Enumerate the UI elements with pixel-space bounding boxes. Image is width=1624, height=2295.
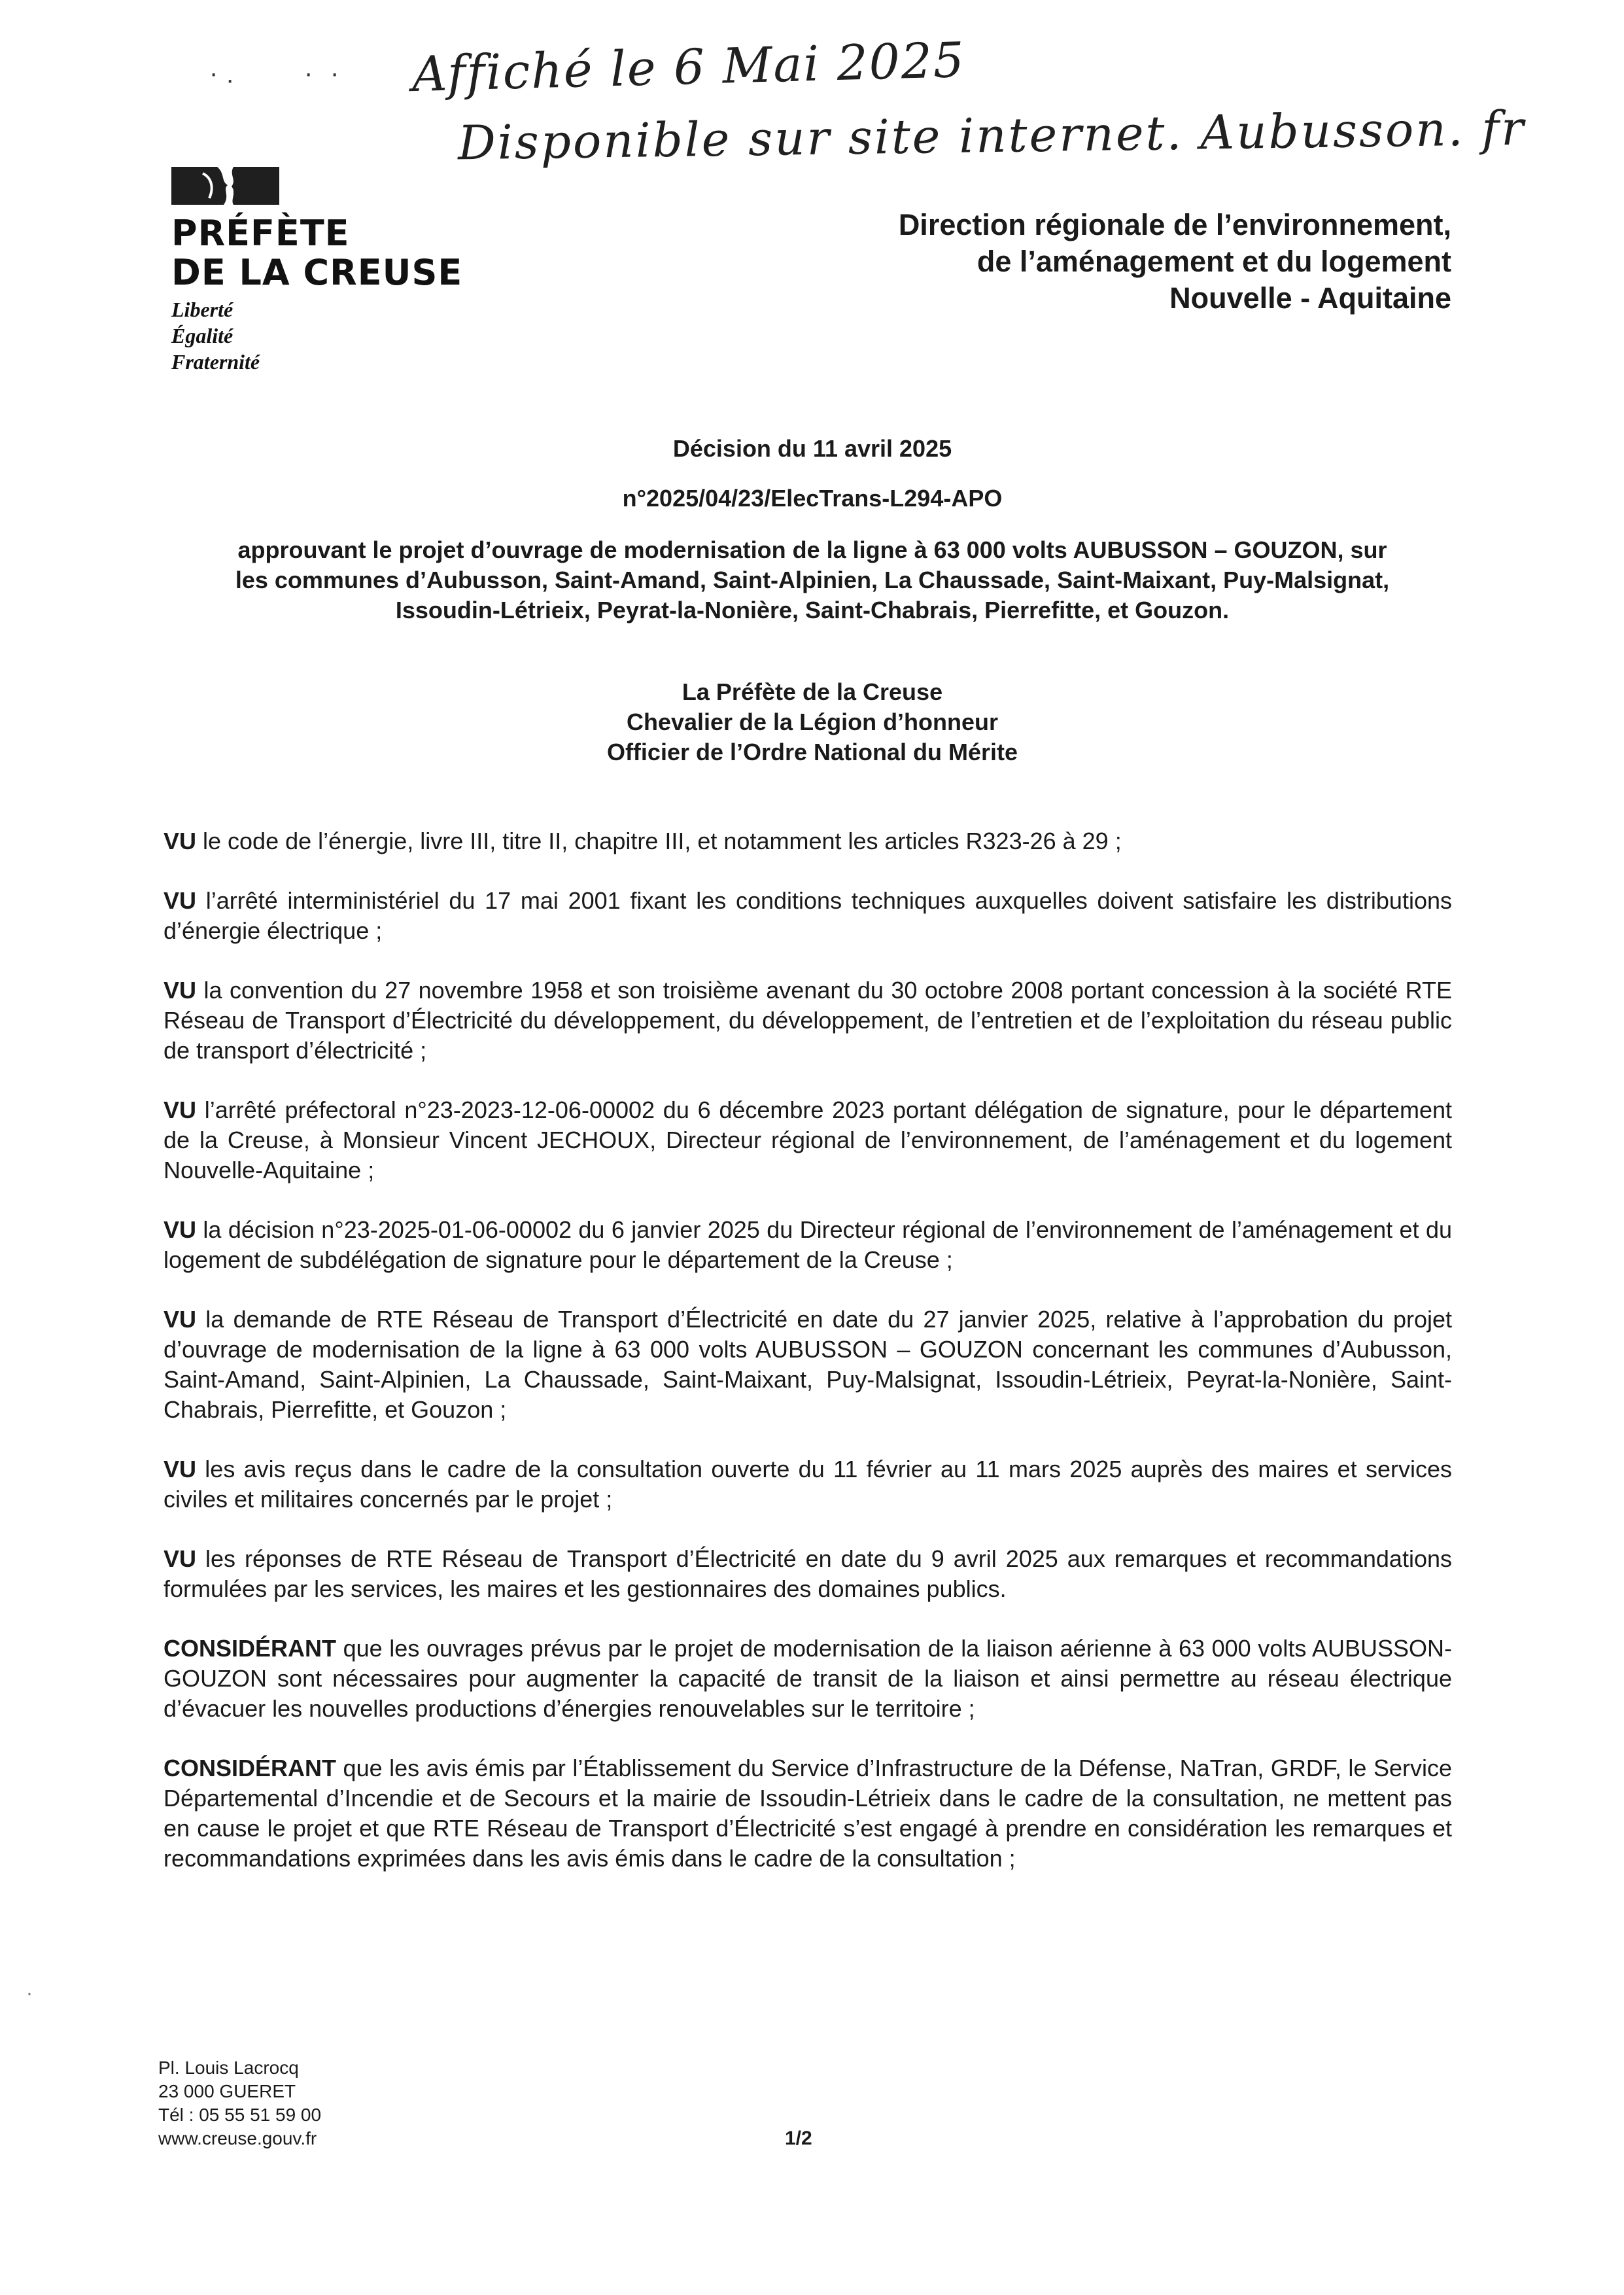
considering-text: que les avis émis par l’Établissement du Service d’Infrastructure de la Défense, NaTran, GRDF, le Service Départemental d’Incendie et de Secours et la mairie de Issoudin-Létrieix dans le cadre de la consultation, ne mettent pas en cause le projet et que RTE Réseau de Transport d’Électricité s’est engagé à prendre en considération les remarques et recommandations exprimées dans les avis émis dans le cadre de la consultation ; [164, 1755, 1452, 1872]
recital-keyword: VU [164, 887, 197, 914]
page-number: 1/2 [785, 2128, 812, 2149]
recital-paragraph [164, 1305, 1452, 1425]
scan-speck: · [226, 65, 235, 94]
recital-keyword: VU [164, 1216, 197, 1243]
motto-liberte: Liberté [171, 298, 233, 321]
recital-text: le code de l’énergie, livre III, titre II, chapitre III, et notamment les articles R323-26 à 29 ; [196, 828, 1122, 854]
authority-distinction: Officier de l’Ordre National du Mérite [606, 739, 1018, 765]
marianne-logo [171, 167, 279, 205]
recital-keyword: VU [164, 977, 197, 1004]
recital-keyword: VU [164, 1456, 197, 1482]
recital-keyword: VU [164, 828, 197, 854]
decision-object-line: les communes d’Aubusson, Saint-Amand, Saint-Alpinien, La Chaussade, Saint-Maixant, Puy-Malsignat, [235, 567, 1390, 593]
recital-paragraph [164, 886, 1452, 946]
scan-speck: · [26, 1982, 33, 2004]
recital-text: l’arrêté interministériel du 17 mai 2001 fixant les conditions techniques auxquelles doivent satisfaire les distributions d’énergie électrique ; [164, 887, 1452, 944]
motto-egalite: Égalité [171, 324, 233, 347]
prefecture-name-line2: DE LA CREUSE [171, 252, 463, 293]
footer-address [158, 2056, 321, 2150]
recital-text: la convention du 27 novembre 1958 et son troisième avenant du 30 octobre 2008 portant concession à la société RTE Réseau de Transport d’Électricité du développement, du développement, de l’entretien et de l’exploitation du réseau public de transport d’électricité ; [164, 977, 1452, 1064]
decision-body [164, 826, 1452, 1903]
authority-distinction: Chevalier de la Légion d’honneur [626, 709, 999, 735]
recital-paragraph [164, 1454, 1452, 1515]
footer-city: 23 000 GUERET [158, 2081, 296, 2101]
direction-line: Direction régionale de l’environnement, [898, 208, 1451, 241]
recital-text: les avis reçus dans le cadre de la consultation ouverte du 11 février au 11 mars 2025 auprès des maires et services civiles et militaires concernés par le projet ; [164, 1456, 1452, 1513]
recital-paragraph [164, 1095, 1452, 1185]
footer-phone: Tél : 05 55 51 59 00 [158, 2105, 322, 2125]
recital-paragraph [164, 975, 1452, 1066]
prefecture-block [171, 214, 462, 375]
authority-title: La Préfète de la Creuse [682, 678, 943, 705]
direction-line: Nouvelle - Aquitaine [1169, 281, 1451, 315]
considering-keyword: CONSIDÉRANT [164, 1755, 337, 1781]
footer-street: Pl. Louis Lacrocq [158, 2058, 299, 2078]
republic-motto [171, 296, 462, 375]
considering-paragraph [164, 1753, 1452, 1874]
recital-text: la demande de RTE Réseau de Transport d’Électricité en date du 27 janvier 2025, relative à l’approbation du projet d’ouvrage de modernisation de la ligne à 63 000 volts AUBUSSON – GOUZON concernant les communes d’Aubusson, Saint-Amand, Saint-Alpinien, La Chaussade, Saint-Maixant, Puy-Malsignat, Issoudin-Létrieix, Peyrat-la-Nonière, Saint-Chabrais, Pierrefitte, et Gouzon ; [164, 1306, 1452, 1423]
decision-object-line: Issoudin-Létrieix, Peyrat-la-Nonière, Saint-Chabrais, Pierrefitte, et Gouzon. [395, 597, 1230, 623]
recital-text: l’arrêté préfectoral n°23-2023-12-06-00002 du 6 décembre 2023 portant délégation de signature, pour le département de la Creuse, à Monsieur Vincent JECHOUX, Directeur régional de l’environnement, de l’aménagement et du logement Nouvelle-Aquitaine ; [164, 1096, 1452, 1183]
prefecture-name-line1: PRÉFÈTE [171, 213, 350, 254]
decision-title: Décision du 11 avril 2025 [672, 435, 952, 462]
decision-number: n°2025/04/23/ElecTrans-L294-APO [622, 485, 1003, 512]
recital-paragraph [164, 826, 1452, 856]
recital-paragraph [164, 1544, 1452, 1604]
scan-speck: · [209, 59, 218, 88]
considering-text: que les ouvrages prévus par le projet de modernisation de la liaison aérienne à 63 000 volts AUBUSSON-GOUZON sont nécessaires pour augmenter la capacité de transit de la liaison et ainsi permettre au réseau électrique d’évacuer les nouvelles productions d’énergies renouvelables sur le territoire ; [164, 1635, 1452, 1722]
footer-website: www.creuse.gouv.fr [158, 2128, 317, 2148]
considering-keyword: CONSIDÉRANT [164, 1635, 337, 1662]
recital-keyword: VU [164, 1545, 197, 1572]
signing-authority [171, 677, 1453, 767]
motto-fraternite: Fraternité [171, 350, 260, 374]
recital-text: les réponses de RTE Réseau de Transport d’Électricité en date du 9 avril 2025 aux remarques et recommandations formulées par les services, les maires et les gestionnaires des domaines publics. [164, 1545, 1452, 1602]
handwritten-availability: Disponible sur site internet. Aubusson. fr [457, 100, 1527, 171]
scan-speck: · [304, 59, 313, 88]
decision-object-line: approuvant le projet d’ouvrage de modernisation de la ligne à 63 000 volts AUBUSSON – GOUZON, sur [237, 536, 1387, 563]
regional-direction [899, 207, 1451, 317]
decision-object [171, 535, 1453, 625]
considering-paragraph [164, 1634, 1452, 1724]
scan-speck: · [330, 59, 339, 88]
recital-text: la décision n°23-2025-01-06-00002 du 6 janvier 2025 du Directeur régional de l’environnement de l’aménagement et du logement de subdélégation de signature pour le département de la Creuse ; [164, 1216, 1452, 1273]
recital-keyword: VU [164, 1306, 197, 1333]
recital-keyword: VU [164, 1096, 197, 1123]
handwritten-posting-date: Affiché le 6 Mai 2025 [411, 31, 966, 103]
direction-line: de l’aménagement et du logement [976, 245, 1451, 278]
recital-paragraph [164, 1215, 1452, 1275]
